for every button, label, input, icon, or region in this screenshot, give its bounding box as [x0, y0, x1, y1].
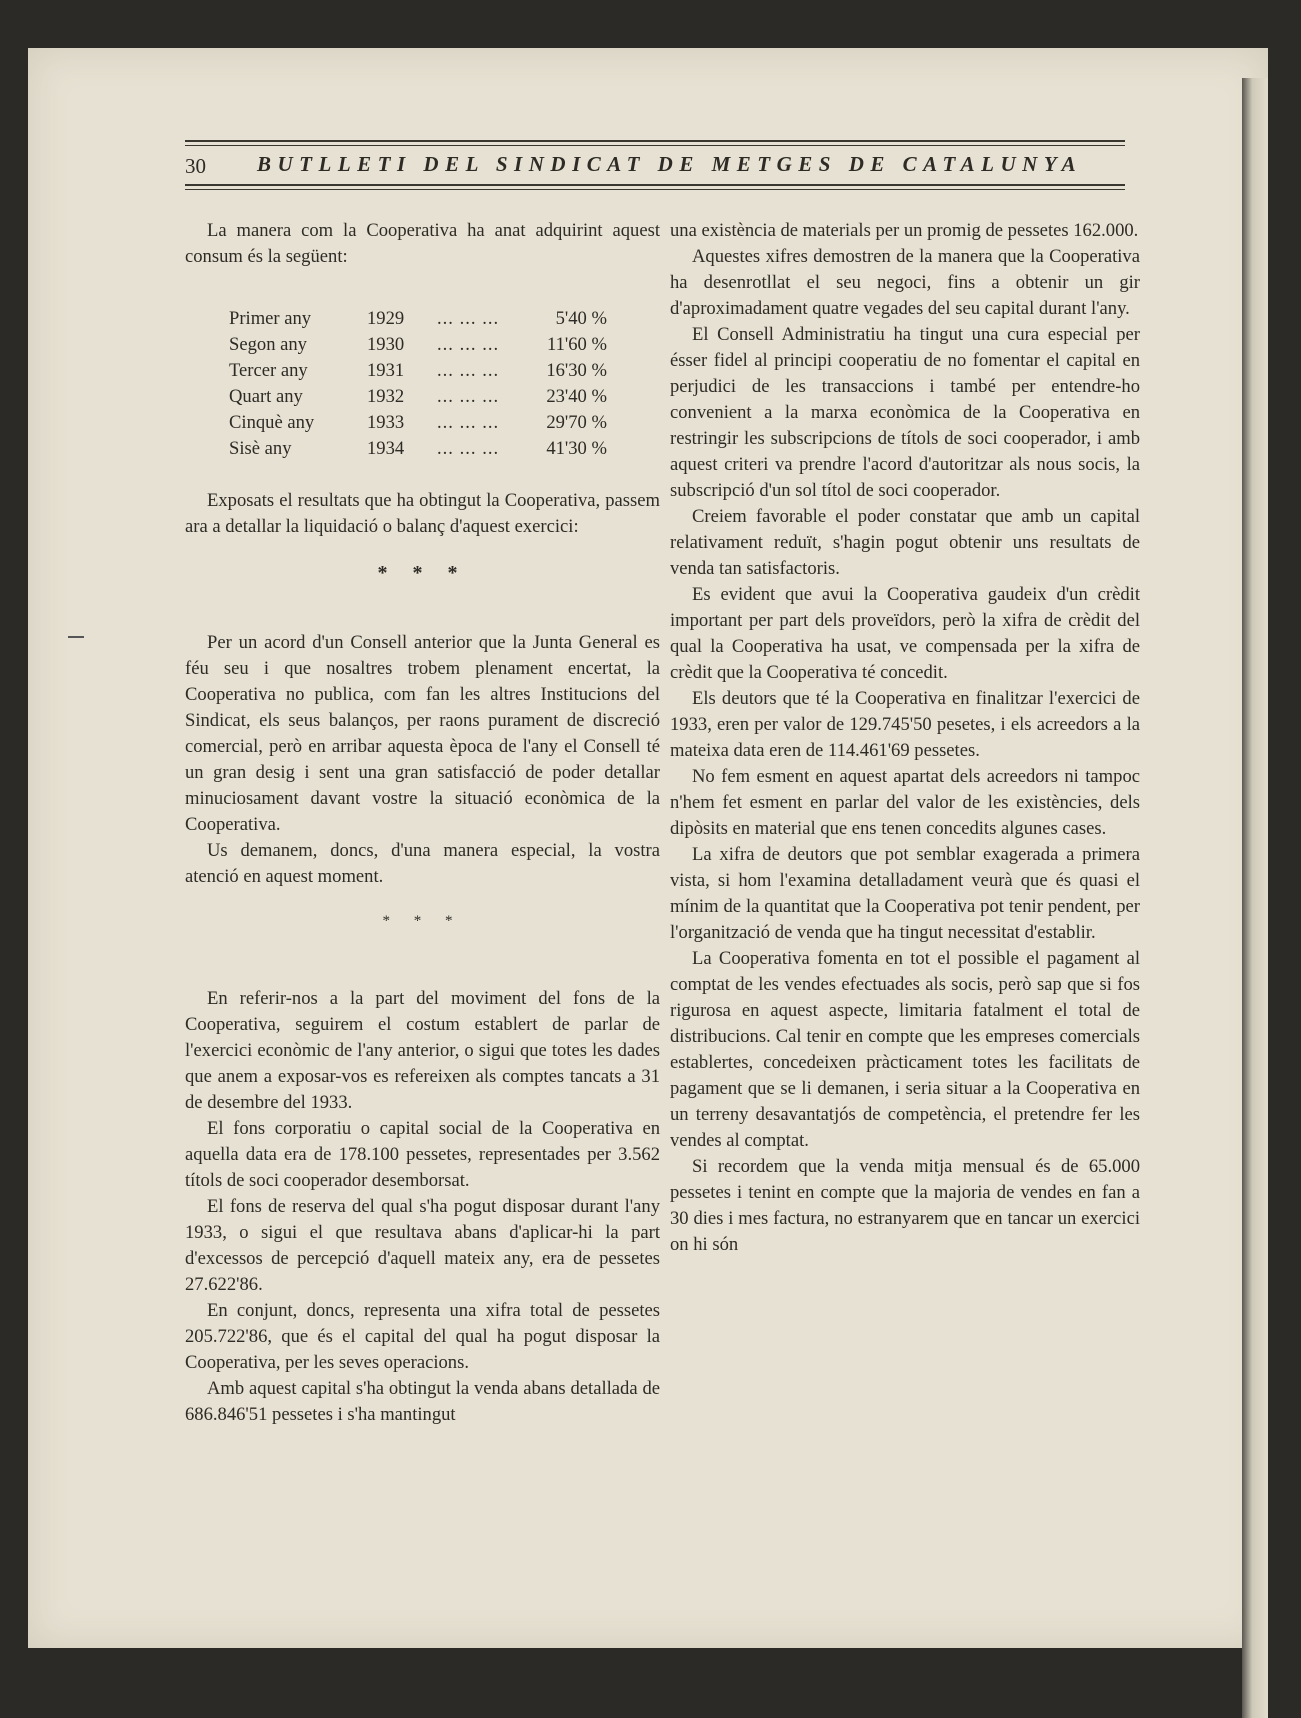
paragraph: El fons de reserva del qual s'ha pogut disposar durant l'any 1933, o sigui el que resultava abans d'aplicar-hi la part d'excessos de percepció d'aquell mateix any, era de pessetes 27.622'86. — [185, 1196, 660, 1295]
row-value: 16'30 % — [546, 360, 607, 381]
row-year: 1932 — [367, 386, 405, 407]
running-title: BUTLLETI DEL SINDICAT DE METGES DE CATALUNYA — [257, 152, 1083, 176]
paragraph: Es evident que avui la Cooperativa gaudeix d'un crèdit important per part dels proveïdors, però la xifra de crèdit del qual la Cooperativa ha usat, ve compensada per la xifra de crèdit que la Cooperativa té concedit. — [670, 584, 1140, 683]
row-year: 1931 — [367, 360, 405, 381]
paragraph: En referir-nos a la part del moviment del fons de la Cooperativa, seguirem el costum establert de parlar de l'exercici econòmic de l'any anterior, o sigui que totes les dades que anem a exposar-vos es refereixen als comptes tancats a 31 de desembre del 1933. — [185, 988, 660, 1113]
header-rule — [185, 140, 1125, 142]
paragraph: No fem esment en aquest apartat dels acreedors ni tampoc n'hem fet esment en parlar del valor de les existències, dels dipòsits en material que ens tenen concedits algunes cases. — [670, 766, 1140, 839]
paragraph: La manera com la Cooperativa ha anat adquirint aquest consum és la següent: — [185, 220, 660, 267]
table-row — [229, 410, 660, 436]
paragraph: Amb aquest capital s'ha obtingut la venda abans detallada de 686.846'51 pessetes i s'ha mantingut — [185, 1378, 660, 1425]
paragraph: Exposats el resultats que ha obtingut la Cooperativa, passem ara a detallar la liquidació o balanç d'aquest exercici: — [185, 490, 660, 537]
row-label: Tercer any — [229, 360, 308, 381]
header-rule — [185, 184, 1125, 186]
row-year: 1930 — [367, 334, 405, 355]
row-value: 11'60 % — [547, 334, 607, 355]
page-edge — [1242, 78, 1268, 1718]
row-label: Sisè any — [229, 438, 292, 459]
paragraph: Aquestes xifres demostren de la manera que la Cooperativa ha desenrotllat el seu negoci, fins a obtenir un gir d'aproximadament quatre vegades del seu capital durant l'any. — [670, 246, 1140, 319]
paragraph: El Consell Administratiu ha tingut una cura especial per ésser fidel al principi cooperatiu de no fomentar el capital en perjudici de les transaccions i també per entendre-ho convenient a la marxa econòmica de la Cooperativa en restringir les subscripcions de títols de soci cooperador, i amb aquest criteri va prendre l'acord d'autoritzar als nous socis, la subscripció d'un sol títol de soci cooperador. — [670, 324, 1140, 501]
page-number: 30 — [185, 154, 206, 178]
paragraph: una existència de materials per un promig de pessetes 162.000. — [670, 220, 1139, 241]
table-row — [229, 436, 660, 462]
table-row — [229, 332, 660, 358]
paragraph: Si recordem que la venda mitja mensual és de 65.000 pessetes i tenint en compte que la majoria de vendes en fan a 30 dies i mes factura, no estranyarem que en tancar un exercici on hi són — [670, 1156, 1140, 1255]
right-column — [670, 218, 1140, 1258]
section-separator: * * * — [382, 913, 463, 929]
row-value: 5'40 % — [555, 308, 607, 329]
percentage-table — [229, 306, 660, 462]
table-row — [229, 306, 660, 332]
section-separator: * * * — [377, 562, 468, 584]
row-dots: ... ... ... — [437, 308, 500, 329]
paragraph: La xifra de deutors que pot semblar exagerada a primera vista, si hom l'examina detalladament veurà que és quasi el mínim de la quantitat que la Cooperativa pot tenir pendent, per l'organització de venda que ha tingut necessitat d'establir. — [670, 844, 1140, 943]
row-value: 29'70 % — [546, 412, 607, 433]
header-rule — [185, 145, 1125, 146]
paragraph: El fons corporatiu o capital social de la Cooperativa en aquella data era de 178.100 pessetes, representades per 3.562 títols de soci cooperador desemborsat. — [185, 1118, 660, 1191]
row-value: 41'30 % — [546, 438, 607, 459]
paragraph: La Cooperativa fomenta en tot el possible el pagament al comptat de les vendes efectuades als socis, però sap que si fos rigurosa en aquest aspecte, limitaria fatalment el total de distribucions. Cal tenir en compte que les empreses comercials establertes, concedeixen pràcticament totes les facilitats de pagament que se li demanen, i seria situar a la Cooperativa en un terreny desavantatjós de competència, el pretendre fer les vendes al comptat. — [670, 948, 1140, 1151]
row-value: 23'40 % — [546, 386, 607, 407]
row-label: Quart any — [229, 386, 303, 407]
row-year: 1933 — [367, 412, 405, 433]
table-row — [229, 358, 660, 384]
paragraph: Creiem favorable el poder constatar que amb un capital relativament reduït, s'hagin pogut obtenir uns resultats de venda tan satisfactoris. — [670, 506, 1140, 579]
header-rule — [185, 189, 1125, 190]
row-dots: ... ... ... — [437, 386, 500, 407]
paragraph: Per un acord d'un Consell anterior que la Junta General es féu seu i que nosaltres trobem plenament encertat, la Cooperativa no publica, com fan les altres Institucions del Sindicat, els seus balanços, per raons purament de discreció comercial, però en arribar aquesta època de l'any el Consell té un gran desig i sent una gran satisfacció de poder detallar minuciosament davant vostre la situació econòmica de la Cooperativa. — [185, 632, 660, 835]
margin-mark — [68, 636, 84, 638]
left-column — [185, 218, 660, 1428]
row-dots: ... ... ... — [437, 334, 500, 355]
row-label: Cinquè any — [229, 412, 315, 433]
row-dots: ... ... ... — [437, 438, 500, 459]
row-year: 1934 — [367, 438, 405, 459]
row-dots: ... ... ... — [437, 412, 500, 433]
row-label: Segon any — [229, 334, 307, 355]
paragraph: Us demanem, doncs, d'una manera especial, la vostra atenció en aquest moment. — [185, 840, 660, 887]
paragraph: En conjunt, doncs, representa una xifra total de pessetes 205.722'86, que és el capital del qual ha pogut disposar la Cooperativa, per les seves operacions. — [185, 1300, 660, 1373]
paragraph: Els deutors que té la Cooperativa en finalitzar l'exercici de 1933, eren per valor de 129.745'50 pesetes, i els acreedors a la mateixa data eren de 114.461'69 pessetes. — [670, 688, 1140, 761]
row-label: Primer any — [229, 308, 312, 329]
page-header — [185, 140, 1125, 194]
row-year: 1929 — [367, 308, 405, 329]
row-dots: ... ... ... — [437, 360, 500, 381]
table-row — [229, 384, 660, 410]
